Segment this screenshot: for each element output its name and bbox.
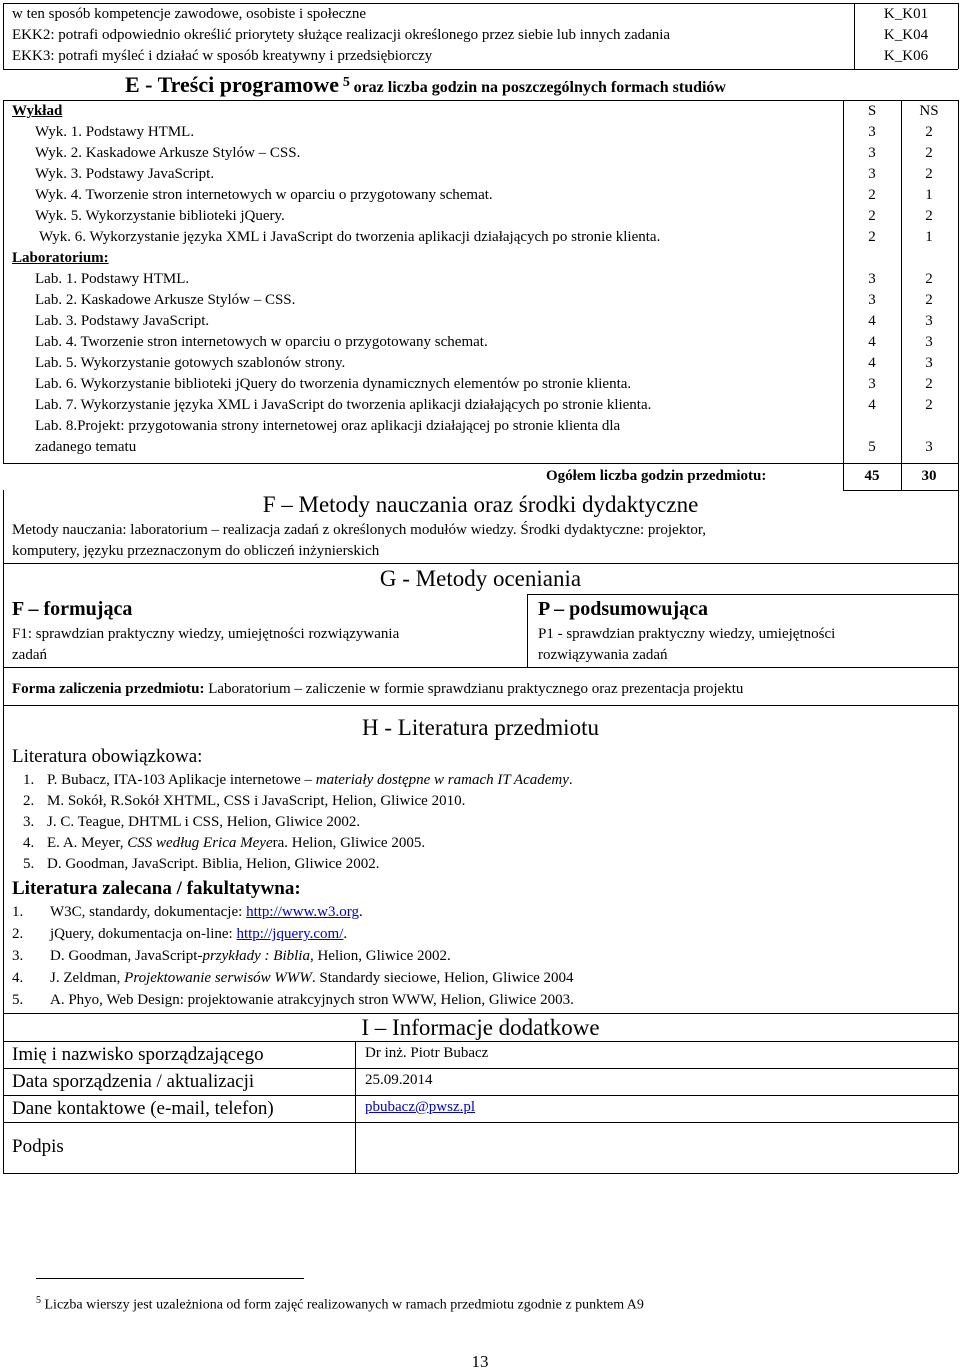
section-f-text-line2: komputery, języku przeznaczonym do obliczeń inżynierskich — [12, 543, 380, 559]
section-h-title: H - Literatura przedmiotu — [362, 715, 599, 740]
page-number: 13 — [471, 1352, 489, 1371]
lab-ns: 2 — [925, 292, 933, 308]
lecture-s: 3 — [868, 166, 876, 182]
info-label: Podpis — [12, 1136, 64, 1157]
lab-item: Lab. 6. Wykorzystanie biblioteki jQuery do tworzenia dynamicznych elementów po stronie klienta. — [35, 376, 632, 392]
lecture-s: 3 — [868, 124, 876, 140]
required-item: 2. M. Sokół, R.Sokół XHTML, CSS i JavaScript, Helion, Gliwice 2010. — [23, 793, 466, 809]
lab-item: Lab. 2. Kaskadowe Arkusze Stylów – CSS. — [35, 292, 296, 308]
lecture-item: Wyk. 1. Podstawy HTML. — [35, 124, 195, 140]
lecture-s: 2 — [868, 229, 876, 245]
lab-s: 5 — [868, 439, 876, 455]
recommended-item: 2. jQuery, dokumentacja on-line: http://jquery.com/. — [12, 926, 348, 942]
effect-text: EKK3: potrafi myśleć i działać w sposób kreatywny i przedsiębiorczy — [12, 48, 433, 64]
lab-ns: 2 — [925, 376, 933, 392]
effect-text: EKK2: potrafi odpowiednio określić priorytety służące realizacji określonego przez siebie lub innych zadania — [12, 27, 671, 43]
summative-line2: rozwiązywania zadań — [538, 647, 668, 663]
total-ns: 30 — [921, 468, 937, 484]
required-item: 3. J. C. Teague, DHTML i CSS, Helion, Gliwice 2002. — [23, 814, 361, 830]
section-f-text-line1: Metody nauczania: laboratorium – realizacja zadań z określonych modułów wiedzy. Środki dydaktyczne: projektor, — [12, 522, 707, 538]
formative-line2: zadań — [12, 647, 47, 663]
lab-item: Lab. 4. Tworzenie stron internetowych w oparciu o przygotowany schemat. — [35, 334, 488, 350]
assessment-form-text: Laboratorium – zaliczenie w formie sprawdzianu praktycznego oraz prezentacja projektu — [208, 681, 744, 697]
lab-s: 4 — [868, 313, 876, 329]
wyklad-header: Wykład — [12, 103, 63, 119]
lab-header: Laboratorium: — [12, 250, 109, 266]
section-i-title: I – Informacje dodatkowe — [361, 1015, 600, 1040]
section-i — [3, 1013, 958, 1173]
w3c-link[interactable]: http://www.w3.org — [246, 904, 359, 920]
contact-email-link[interactable]: pbubacz@pwsz.pl — [365, 1099, 476, 1115]
section-e-title — [125, 72, 726, 98]
recommended-item: 5. A. Phyo, Web Design: projektowanie atrakcyjnych stron WWW, Helion, Gliwice 2003. — [12, 992, 574, 1008]
jquery-link[interactable]: http://jquery.com/ — [236, 926, 344, 942]
lecture-ns: 2 — [925, 124, 933, 140]
formative-title — [12, 596, 132, 622]
lab-ns: 3 — [925, 439, 933, 455]
required-item: 1. P. Bubacz, ITA-103 Aplikacje internetowe – materiały dostępne w ramach IT Academy. — [23, 772, 573, 788]
lecture-ns: 2 — [925, 208, 933, 224]
ns-header: NS — [919, 103, 939, 119]
lab-s: 4 — [868, 397, 876, 413]
total-s: 45 — [864, 468, 880, 484]
section-e-title-rest: oraz liczba godzin na poszczególnych formach studiów — [353, 79, 726, 96]
required-item: 4. E. A. Meyer, CSS według Erica Meyera. Helion, Gliwice 2005. — [23, 835, 426, 851]
footnote-separator — [36, 1278, 304, 1279]
lab-s: 3 — [868, 271, 876, 287]
section-g-title: G - Metody oceniania — [379, 566, 582, 591]
effect-code: K_K01 — [883, 6, 929, 22]
lecture-ns: 1 — [925, 229, 933, 245]
lecture-ns: 2 — [925, 145, 933, 161]
effect-text: w ten sposób kompetencje zawodowe, osobiste i społeczne — [12, 6, 367, 22]
footnote — [36, 1291, 644, 1316]
info-label: Dane kontaktowe (e-mail, telefon) — [12, 1098, 274, 1119]
required-item: 5. D. Goodman, JavaScript. Biblia, Helion, Gliwice 2002. — [23, 856, 380, 872]
section-f-title: F – Metody nauczania oraz środki dydaktyczne — [262, 492, 699, 517]
section-h — [3, 705, 958, 1013]
lab-item: Lab. 5. Wykorzystanie gotowych szablonów strony. — [35, 355, 346, 371]
formative-line1: F1: sprawdzian praktyczny wiedzy, umiejętności rozwiązywania — [12, 626, 400, 642]
lecture-ns: 1 — [925, 187, 933, 203]
assessment-form — [12, 679, 743, 700]
lab-item: Lab. 8.Projekt: przygotowania strony internetowej oraz aplikacji działającej po stronie klienta dla — [35, 418, 621, 434]
summative-line1: P1 - sprawdzian praktyczny wiedzy, umiejętności — [538, 626, 836, 642]
assessment-form-label: Forma zaliczenia przedmiotu: — [12, 681, 205, 697]
info-label: Imię i nazwisko sporządzającego — [12, 1044, 264, 1065]
effects-table — [3, 3, 958, 69]
lab-ns: 2 — [925, 397, 933, 413]
lab-ns: 3 — [925, 313, 933, 329]
section-e-title-main: E - Treści programowe — [125, 72, 340, 97]
effect-code: K_K06 — [883, 48, 929, 64]
footnote-text: Liczba wierszy jest uzależniona od form zajęć realizowanych w ramach przedmiotu zgodnie z punktem A9 — [44, 1297, 644, 1313]
lab-s: 3 — [868, 376, 876, 392]
footnote-ref: 5 — [342, 75, 350, 90]
recommended-item: 4. J. Zeldman, Projektowanie serwisów WWW. Standardy sieciowe, Helion, Gliwice 2004 — [12, 970, 574, 986]
section-g — [3, 563, 958, 705]
recommended-literature-title: Literatura zalecana / fakultatywna: — [12, 878, 301, 899]
recommended-item: 3. D. Goodman, JavaScript-przykłady : Biblia, Helion, Gliwice 2002. — [12, 948, 451, 964]
lecture-ns: 2 — [925, 166, 933, 182]
lecture-item: Wyk. 4. Tworzenie stron internetowych w oparciu o przygotowany schemat. — [35, 187, 493, 203]
lab-item: Lab. 3. Podstawy JavaScript. — [35, 313, 210, 329]
lecture-s: 3 — [868, 145, 876, 161]
lab-s: 3 — [868, 292, 876, 308]
lecture-item: Wyk. 6. Wykorzystanie języka XML i JavaScript do tworzenia aplikacji działających po stronie klienta. — [39, 229, 661, 245]
formative-title-text: F – formująca — [12, 598, 133, 620]
lab-ns: 2 — [925, 271, 933, 287]
lecture-item: Wyk. 3. Podstawy JavaScript. — [35, 166, 215, 182]
required-literature-title: Literatura obowiązkowa: — [12, 746, 203, 767]
total-label: Ogółem liczba godzin przedmiotu: — [546, 468, 767, 484]
program-table — [3, 100, 958, 490]
info-label: Data sporządzenia / aktualizacji — [12, 1071, 255, 1092]
summative-title: P – podsumowująca — [538, 598, 709, 620]
lecture-s: 2 — [868, 208, 876, 224]
lab-item: Lab. 1. Podstawy HTML. — [35, 271, 190, 287]
author-name: Dr inż. Piotr Bubacz — [365, 1045, 489, 1061]
lab-item: Lab. 7. Wykorzystanie języka XML i JavaScript do tworzenia aplikacji działających po stronie klienta. — [35, 397, 652, 413]
section-f — [3, 490, 958, 563]
effect-code: K_K04 — [883, 27, 929, 43]
lecture-item: Wyk. 5. Wykorzystanie biblioteki jQuery. — [35, 208, 285, 224]
lab-s: 4 — [868, 355, 876, 371]
recommended-item: 1. W3C, standardy, dokumentacje: http://www.w3.org. — [12, 904, 363, 920]
lab-ns: 3 — [925, 355, 933, 371]
footnote-number: 5 — [36, 1295, 41, 1306]
lab-s: 4 — [868, 334, 876, 350]
lab-item-cont: zadanego tematu — [35, 439, 137, 455]
update-date: 25.09.2014 — [365, 1072, 433, 1088]
lab-ns: 3 — [925, 334, 933, 350]
lecture-s: 2 — [868, 187, 876, 203]
lecture-item: Wyk. 2. Kaskadowe Arkusze Stylów – CSS. — [35, 145, 301, 161]
s-header: S — [867, 103, 877, 119]
